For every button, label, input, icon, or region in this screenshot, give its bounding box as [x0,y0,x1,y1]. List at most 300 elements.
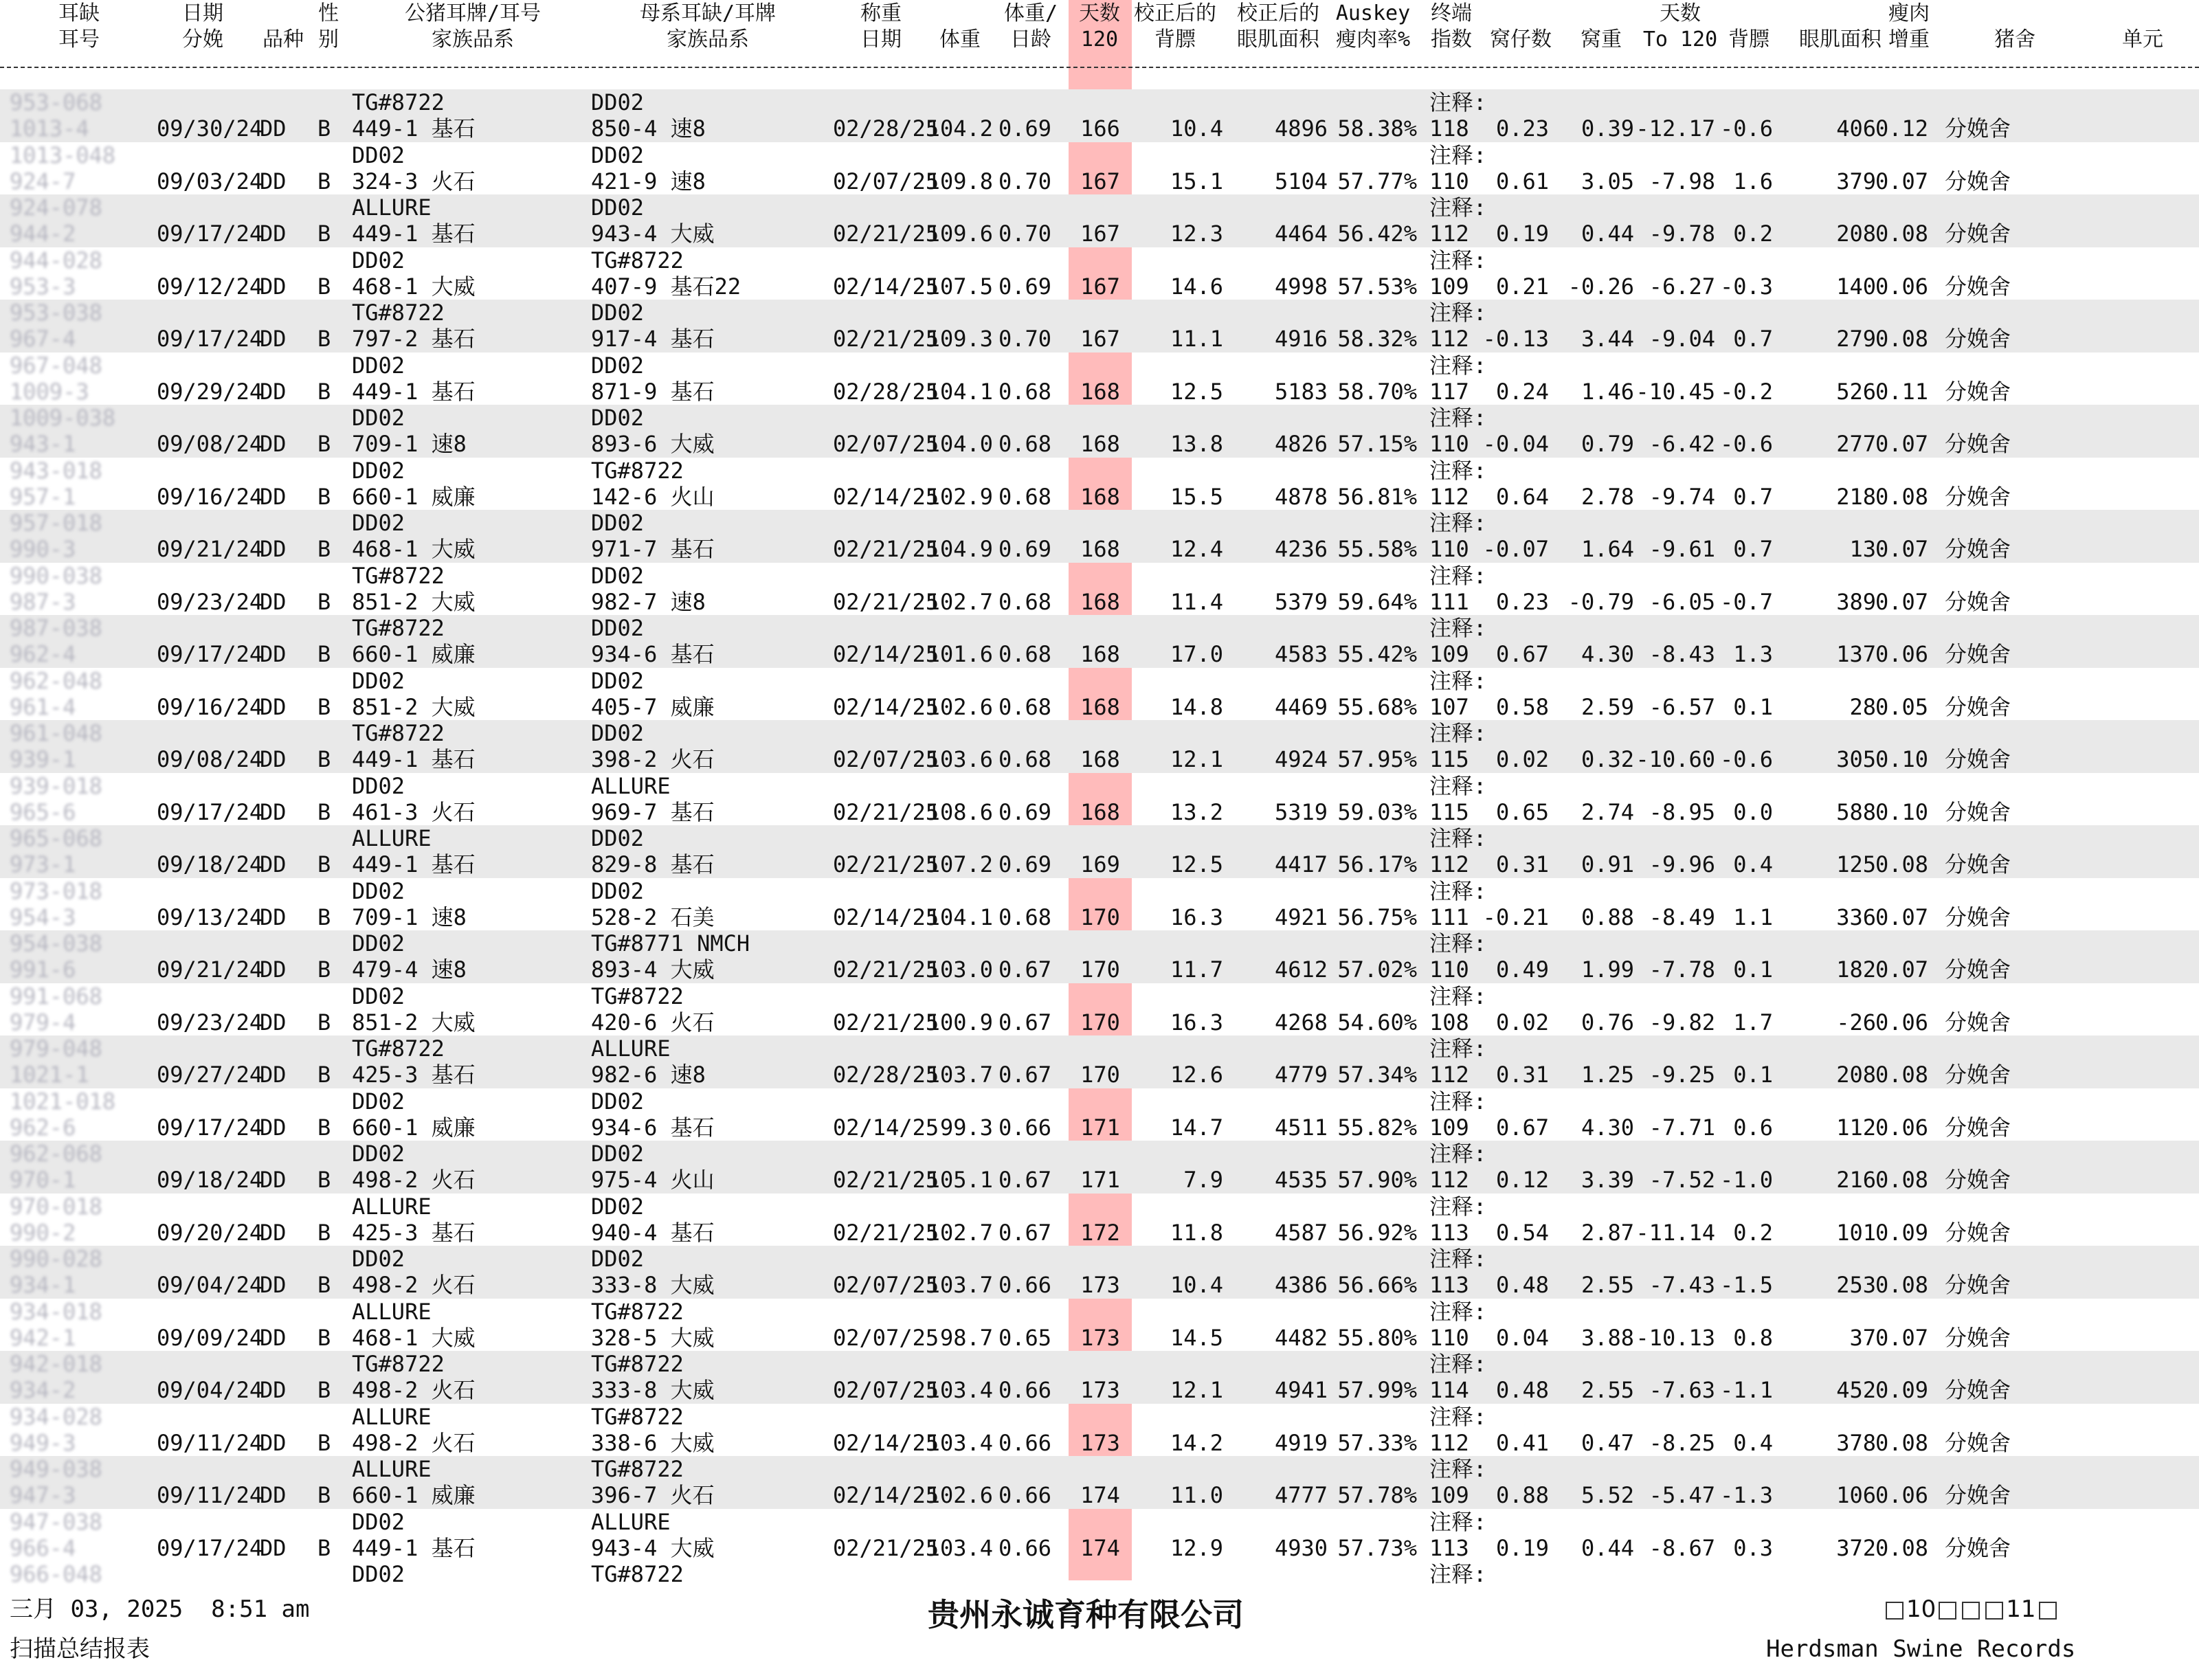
cell-note-label: 注释: [1429,247,1487,273]
cell-sex: B [317,168,331,194]
cell-breed: DD [260,798,287,825]
cell-bf: 12.1 [1170,1377,1223,1403]
cell-date: 09/17/24 [157,1114,263,1141]
cell-dam-tag: TG#8722 [591,1561,684,1587]
cell-dam: 421-9 速8 [591,168,706,194]
cell-dam-tag: DD02 [591,300,645,326]
cell-sire-tag: DD02 [352,1088,405,1115]
cell-wdate: 02/07/25 [833,431,939,457]
cell-idx: 112 [1429,483,1469,510]
cell-wt: 100.9 [926,1009,993,1035]
cell-dam: 982-7 速8 [591,588,706,615]
cell-note-label: 注释: [1429,194,1487,221]
cell-id1: 939-018 [10,772,102,799]
cell-wdate: 02/21/25 [833,1009,939,1035]
cell-lea2: -26 [1836,1009,1876,1035]
cell-bf2: 0.8 [1733,1324,1773,1351]
cell-dam: 940-4 基石 [591,1219,715,1246]
table-row-partial [0,1561,2199,1589]
column-header: 分娩 [182,27,223,52]
cell-lea2: 277 [1836,431,1876,457]
cell-id2: 934-1 [10,1272,76,1298]
cell-id1: 970-018 [10,1193,102,1220]
cell-lg: 0.10 [1875,798,1928,825]
cell-barn: 分娩舍 [1945,273,2011,300]
column-header: 120 [1080,27,1119,52]
cell-lg: 0.08 [1875,1062,1928,1088]
cell-breed: DD [260,956,287,983]
cell-id2: 942-1 [10,1324,76,1351]
cell-wt: 99.3 [939,1114,993,1141]
cell-barn: 分娩舍 [1945,641,2011,667]
cell-sire: 498-2 火石 [352,1272,476,1298]
cell-note-label: 注释: [1429,615,1487,641]
cell-litter: 0.65 [1495,798,1549,825]
cell-sire-tag: DD02 [352,1508,405,1535]
cell-lw: 0.44 [1581,1534,1634,1561]
cell-idx: 112 [1429,851,1469,877]
cell-adg: 0.67 [998,1219,1051,1246]
column-header: 称重 [860,1,902,25]
cell-note-label: 注释: [1429,1246,1487,1272]
cell-dam: 917-4 基石 [591,326,715,352]
cell-sire: 468-1 大威 [352,273,476,300]
cell-bf2: 1.1 [1733,904,1773,930]
cell-id1: 924-078 [10,194,102,221]
cell-lean: 59.64% [1337,588,1417,615]
cell-lw: 0.32 [1581,746,1634,772]
cell-litter: 0.24 [1495,378,1549,405]
cell-to120: -6.27 [1649,273,1715,300]
cell-sex: B [317,1062,331,1088]
column-header: 体重/ [1003,1,1058,25]
cell-sex: B [317,1377,331,1403]
cell-lean: 57.34% [1337,1062,1417,1088]
cell-date: 09/18/24 [157,1167,263,1193]
cell-dam: 893-4 大威 [591,956,715,983]
cell-dam: 850-4 速8 [591,115,706,142]
cell-lean: 55.42% [1337,641,1417,667]
column-header: 家族品系 [667,27,749,52]
cell-sire-tag: ALLURE [352,1456,432,1482]
company-name: 贵州永诚育种有限公司 [928,1596,1244,1633]
cell-idx: 111 [1429,904,1469,930]
cell-bf2: -1.3 [1719,1482,1773,1508]
cell-barn: 分娩舍 [1945,904,2011,930]
cell-barn: 分娩舍 [1945,1272,2011,1298]
cell-lea: 4583 [1274,641,1328,667]
cell-id2: 934-2 [10,1377,76,1403]
cell-id1: 990-028 [10,1246,102,1272]
cell-lg: 0.06 [1875,1482,1928,1508]
cell-bf2: 0.1 [1733,956,1773,983]
cell-lean: 57.53% [1337,273,1417,300]
cell-lw: 2.74 [1581,798,1634,825]
cell-litter: 0.12 [1495,1167,1549,1193]
cell-lw: 5.52 [1581,1482,1634,1508]
cell-dam-tag: ALLURE [591,1508,671,1535]
cell-litter: 0.02 [1495,1009,1549,1035]
cell-id1: 987-038 [10,615,102,641]
cell-barn: 分娩舍 [1945,378,2011,405]
cell-breed: DD [260,693,287,720]
cell-breed: DD [260,1324,287,1351]
cell-dam-tag: DD02 [591,352,645,379]
cell-litter: 0.19 [1495,221,1549,247]
cell-sire: 324-3 火石 [352,168,476,194]
cell-lean: 57.78% [1337,1482,1417,1508]
cell-adg: 0.70 [998,221,1051,247]
cell-sire: 449-1 基石 [352,851,476,877]
cell-sex: B [317,798,331,825]
cell-barn: 分娩舍 [1945,851,2011,877]
cell-lea: 4511 [1274,1114,1328,1141]
cell-dam: 407-9 基石22 [591,273,741,300]
cell-wdate: 02/07/25 [833,1377,939,1403]
cell-sire: 709-1 速8 [352,904,467,930]
cell-to120: -8.67 [1649,1534,1715,1561]
cell-wt: 104.1 [926,904,993,930]
cell-date: 09/04/24 [157,1272,263,1298]
cell-lg: 0.08 [1875,851,1928,877]
cell-sire-tag: ALLURE [352,1403,432,1430]
cell-sire: 449-1 基石 [352,115,476,142]
cell-lea2: 588 [1836,798,1876,825]
cell-lea: 4268 [1274,1009,1328,1035]
table-row [0,405,2199,458]
cell-sire: 468-1 大威 [352,536,476,562]
cell-lea2: 389 [1836,588,1876,615]
cell-dam: 943-4 大威 [591,1534,715,1561]
cell-id1: 990-038 [10,562,102,589]
column-header: 别 [318,27,339,52]
cell-sire: 449-1 基石 [352,1534,476,1561]
cell-barn: 分娩舍 [1945,1482,2011,1508]
cell-to120: -10.45 [1636,378,1715,405]
cell-wdate: 02/07/25 [833,1272,939,1298]
cell-lg: 0.07 [1875,536,1928,562]
column-header: 眼肌面积 [1799,27,1882,52]
cell-sire-tag: TG#8722 [352,1351,445,1377]
cell-lw: 1.64 [1581,536,1634,562]
page-suffix-glyph [2039,1602,2057,1620]
cell-date: 09/20/24 [157,1219,263,1246]
cell-dam-tag: TG#8722 [591,1351,684,1377]
cell-bf: 7.9 [1183,1167,1223,1193]
cell-sire-tag: DD02 [352,1246,405,1272]
cell-to120: -6.57 [1649,693,1715,720]
cell-id1: 965-068 [10,825,102,851]
cell-id1: 1013-048 [10,142,116,168]
cell-litter: 0.31 [1495,851,1549,877]
cell-wt: 103.0 [926,956,993,983]
cell-wdate: 02/07/25 [833,746,939,772]
cell-date: 09/16/24 [157,483,263,510]
cell-breed: DD [260,483,287,510]
cell-wt: 107.5 [926,273,993,300]
cell-to120: -11.14 [1636,1219,1715,1246]
cell-idx: 115 [1429,798,1469,825]
cell-litter: 0.19 [1495,1534,1549,1561]
cell-wdate: 02/14/25 [833,904,939,930]
cell-dam-tag: DD02 [591,667,645,694]
cell-days: 171 [1080,1167,1120,1193]
cell-adg: 0.68 [998,693,1051,720]
cell-lea2: 379 [1836,168,1876,194]
column-header: 耳缺 [58,1,100,25]
cell-adg: 0.67 [998,1062,1051,1088]
cell-to120: -9.61 [1649,536,1715,562]
cell-wdate: 02/28/25 [833,1062,939,1088]
cell-sex: B [317,326,331,352]
cell-lw: -0.26 [1567,273,1634,300]
cell-dam-tag: DD02 [591,615,645,641]
cell-dam: 398-2 火石 [591,746,715,772]
cell-wt: 102.6 [926,1482,993,1508]
cell-bf2: -0.7 [1719,588,1773,615]
cell-lea2: 216 [1836,1167,1876,1193]
cell-id2: 966-4 [10,1534,76,1561]
cell-dam: 934-6 基石 [591,641,715,667]
column-header: 性 [318,1,339,25]
cell-lg: 0.06 [1875,1114,1928,1141]
cell-wt: 104.1 [926,378,993,405]
cell-note-label: 注释: [1429,562,1487,589]
cell-lw: 0.88 [1581,904,1634,930]
page-prefix-glyph [1886,1602,1904,1620]
page-mid-glyph [1939,1602,1956,1620]
cell-lea: 4482 [1274,1324,1328,1351]
cell-id1: 942-018 [10,1351,102,1377]
cell-date: 09/23/24 [157,1009,263,1035]
cell-lw: 4.30 [1581,1114,1634,1141]
cell-days: 167 [1080,326,1120,352]
cell-bf: 14.2 [1170,1429,1223,1456]
cell-id2: 970-1 [10,1167,76,1193]
cell-dam-tag: TG#8722 [591,1298,684,1325]
cell-lg: 0.07 [1875,904,1928,930]
cell-sex: B [317,1534,331,1561]
cell-id1: 943-018 [10,457,102,484]
cell-adg: 0.69 [998,115,1051,142]
cell-sire: 498-2 火石 [352,1429,476,1456]
cell-lea: 5319 [1274,798,1328,825]
cell-sire-tag: TG#8722 [352,562,445,589]
cell-litter: 0.58 [1495,693,1549,720]
cell-adg: 0.68 [998,588,1051,615]
cell-note-label: 注释: [1429,667,1487,694]
cell-days: 167 [1080,168,1120,194]
cell-adg: 0.69 [998,798,1051,825]
cell-sire: 498-2 火石 [352,1377,476,1403]
cell-wt: 109.3 [926,326,993,352]
cell-lg: 0.08 [1875,1167,1928,1193]
table-row [0,983,2199,1036]
cell-wdate: 02/28/25 [833,378,939,405]
cell-lea2: 378 [1836,1429,1876,1456]
cell-lg: 0.07 [1875,431,1928,457]
cell-wdate: 02/21/25 [833,536,939,562]
cell-litter: 0.23 [1495,588,1549,615]
cell-lea2: 208 [1836,1062,1876,1088]
cell-idx: 109 [1429,1114,1469,1141]
cell-sire-tag: DD02 [352,510,405,536]
cell-bf2: -0.3 [1719,273,1773,300]
cell-breed: DD [260,115,287,142]
cell-sire-tag: ALLURE [352,194,432,221]
cell-bf2: 0.3 [1733,1534,1773,1561]
cell-note-label: 注释: [1429,1403,1487,1430]
cell-bf: 10.4 [1170,1272,1223,1298]
cell-sire: 498-2 火石 [352,1167,476,1193]
cell-lea: 4924 [1274,746,1328,772]
cell-lea2: 208 [1836,221,1876,247]
cell-note-label: 注释: [1429,1193,1487,1220]
cell-date: 09/11/24 [157,1482,263,1508]
cell-lw: 3.05 [1581,168,1634,194]
cell-breed: DD [260,273,287,300]
cell-days: 170 [1080,1062,1120,1088]
cell-dam-tag: DD02 [591,194,645,221]
cell-dam-tag: DD02 [591,1246,645,1272]
cell-days: 170 [1080,1009,1120,1035]
cell-sire: 660-1 威廉 [352,1482,476,1508]
cell-lea2: 37 [1849,1324,1876,1351]
cell-idx: 110 [1429,536,1469,562]
cell-sire: 425-3 基石 [352,1219,476,1246]
cell-lea2: 112 [1836,1114,1876,1141]
cell-sex: B [317,536,331,562]
cell-lg: 0.10 [1875,746,1928,772]
cell-bf: 10.4 [1170,115,1223,142]
cell-sire-tag: DD02 [352,772,405,799]
cell-dam: 396-7 火石 [591,1482,715,1508]
cell-idx: 112 [1429,221,1469,247]
cell-lea: 4464 [1274,221,1328,247]
cell-to120: -7.52 [1649,1167,1715,1193]
cell-bf2: -0.6 [1719,431,1773,457]
cell-adg: 0.68 [998,378,1051,405]
cell-dam: 893-6 大威 [591,431,715,457]
page-indicator [1883,1594,2060,1624]
cell-note-label: 注释: [1429,89,1487,115]
cell-idx: 115 [1429,746,1469,772]
cell-note-label: 注释: [1429,1456,1487,1482]
cell-note-label: 注释: [1429,1561,1487,1587]
cell-lean: 56.75% [1337,904,1417,930]
cell-dam: 405-7 威廉 [591,693,715,720]
cell-dam: 328-5 大威 [591,1324,715,1351]
cell-idx: 118 [1429,115,1469,142]
cell-litter: 0.48 [1495,1272,1549,1298]
table-row [0,1351,2199,1404]
cell-dam-tag: DD02 [591,142,645,168]
cell-dam: 971-7 基石 [591,536,715,562]
cell-date: 09/17/24 [157,641,263,667]
cell-lean: 58.38% [1337,115,1417,142]
cell-sex: B [317,115,331,142]
cell-idx: 108 [1429,1009,1469,1035]
cell-lw: 3.39 [1581,1167,1634,1193]
cell-lea2: 101 [1836,1219,1876,1246]
cell-litter: -0.13 [1482,326,1549,352]
cell-barn: 分娩舍 [1945,115,2011,142]
cell-dam: 333-8 大威 [591,1272,715,1298]
cell-days: 174 [1080,1534,1120,1561]
cell-bf2: 0.1 [1733,693,1773,720]
cell-bf2: 0.7 [1733,483,1773,510]
cell-adg: 0.67 [998,956,1051,983]
cell-to120: -12.17 [1636,115,1715,142]
cell-dam: 943-4 大威 [591,221,715,247]
cell-litter: 0.67 [1495,641,1549,667]
cell-date: 09/21/24 [157,536,263,562]
cell-breed: DD [260,1272,287,1298]
cell-adg: 0.68 [998,746,1051,772]
cell-id2: 1021-1 [10,1062,89,1088]
cell-wdate: 02/07/25 [833,168,939,194]
cell-sire: 660-1 威廉 [352,483,476,510]
cell-days: 172 [1080,1219,1120,1246]
cell-days: 173 [1080,1324,1120,1351]
cell-breed: DD [260,588,287,615]
cell-idx: 111 [1429,588,1469,615]
cell-to120: -7.63 [1649,1377,1715,1403]
cell-id2: 967-4 [10,326,76,352]
cell-days: 167 [1080,273,1120,300]
page-footer [0,1587,2199,1680]
cell-lw: 2.87 [1581,1219,1634,1246]
cell-sire: 851-2 大威 [352,588,476,615]
cell-dam: 969-7 基石 [591,798,715,825]
cell-note-label: 注释: [1429,825,1487,851]
cell-sex: B [317,1009,331,1035]
cell-barn: 分娩舍 [1945,746,2011,772]
cell-litter: 0.04 [1495,1324,1549,1351]
cell-dam-tag: DD02 [591,825,645,851]
cell-adg: 0.70 [998,326,1051,352]
table-row [0,1246,2199,1299]
cell-wdate: 02/14/25 [833,273,939,300]
cell-wt: 103.7 [926,1272,993,1298]
cell-bf2: 1.3 [1733,641,1773,667]
cell-lea: 4535 [1274,1167,1328,1193]
cell-dam-tag: TG#8722 [591,457,684,484]
cell-lg: 0.08 [1875,221,1928,247]
cell-sire-tag: ALLURE [352,1193,432,1220]
cell-sire: 479-4 速8 [352,956,467,983]
cell-idx: 110 [1429,956,1469,983]
cell-barn: 分娩舍 [1945,1324,2011,1351]
cell-lw: -0.79 [1567,588,1634,615]
cell-lean: 54.60% [1337,1009,1417,1035]
cell-sire-tag: DD02 [352,1561,405,1587]
cell-lea: 4236 [1274,536,1328,562]
cell-id2: 965-6 [10,798,76,825]
cell-lea: 4919 [1274,1429,1328,1456]
cell-breed: DD [260,1219,287,1246]
cell-days: 166 [1080,115,1120,142]
cell-days: 170 [1080,956,1120,983]
cell-note-label: 注释: [1429,983,1487,1009]
cell-adg: 0.65 [998,1324,1051,1351]
cell-lean: 56.81% [1337,483,1417,510]
cell-adg: 0.66 [998,1482,1051,1508]
cell-id1: 953-038 [10,300,102,326]
cell-idx: 112 [1429,326,1469,352]
cell-lg: 0.08 [1875,326,1928,352]
column-header: 天数 [1079,1,1120,25]
